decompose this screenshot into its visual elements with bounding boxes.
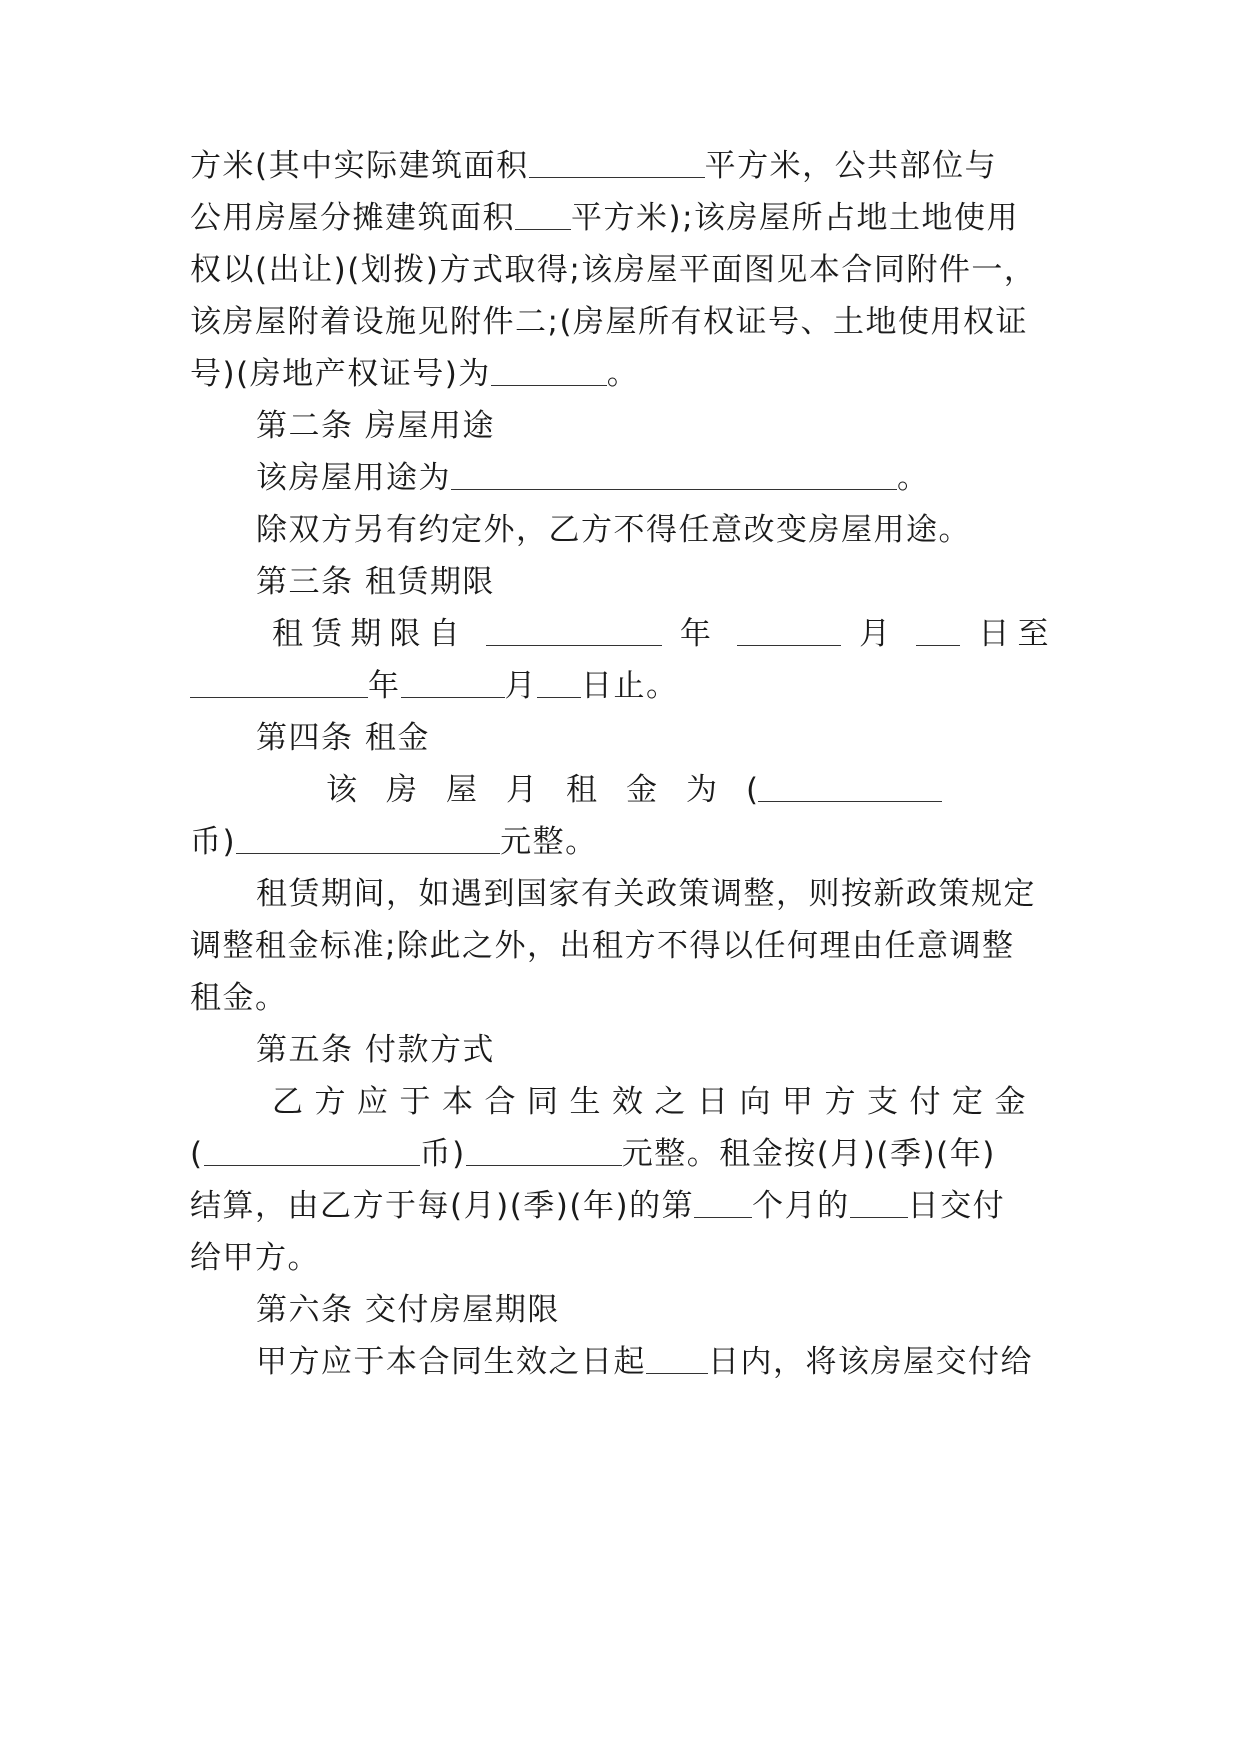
clause-rent-line xyxy=(190,976,1050,1020)
text-segment: 甲方应于本合同生效之日起 xyxy=(256,1344,646,1380)
text-segment: 调整租金标准;除此之外，出租方不得以任何理由任意调整 xyxy=(190,928,1015,964)
text-segment: 月 xyxy=(504,668,537,704)
text-segment: 。 xyxy=(897,460,930,496)
blank-rent-amount xyxy=(236,823,500,854)
heading-text: 第五条 付款方式 xyxy=(256,1032,495,1068)
text-segment: 币) xyxy=(419,1136,466,1172)
clause-term-line xyxy=(190,664,1050,708)
blank-deposit-amount xyxy=(466,1135,622,1166)
article-heading xyxy=(256,1028,1050,1072)
clause-payment-line xyxy=(190,1132,1050,1176)
article-heading xyxy=(256,560,1050,604)
blank-end-month xyxy=(401,667,505,698)
text-segment: 平方米，公共部位与 xyxy=(704,148,998,184)
blank-start-month xyxy=(737,615,841,646)
clause-area-line xyxy=(190,248,1050,292)
article-heading xyxy=(256,716,1050,760)
heading-text: 第三条 租赁期限 xyxy=(256,564,495,600)
clause-rent-line xyxy=(256,872,1050,916)
blank-delivery-days xyxy=(646,1343,708,1374)
blank-payment-month xyxy=(694,1187,752,1218)
text-segment: 日交付 xyxy=(907,1188,1006,1224)
text-segment: 日至 xyxy=(978,616,1050,652)
text-segment: 乙方应于本合同生效之日向甲方支付定金 xyxy=(272,1084,1037,1120)
clause-usage-line xyxy=(256,508,1050,552)
text-segment: 该房屋月租金为( xyxy=(326,772,788,808)
text-segment: 该房屋用途为 xyxy=(256,460,451,496)
clause-payment-line xyxy=(272,1080,1050,1124)
text-segment: 。 xyxy=(606,356,640,392)
heading-text: 第四条 租金 xyxy=(256,720,430,756)
heading-text: 第二条 房屋用途 xyxy=(256,408,495,444)
text-segment: 租金。 xyxy=(190,980,288,1016)
clause-area-line xyxy=(190,144,1050,188)
clause-area-line xyxy=(190,352,1050,396)
blank-shared-area xyxy=(515,199,571,230)
heading-text: 第六条 交付房屋期限 xyxy=(256,1292,560,1328)
text-segment: 租赁期间，如遇到国家有关政策调整，则按新政策规定 xyxy=(256,876,1036,912)
text-segment: 元整。租金按(月)(季)(年) xyxy=(621,1136,996,1172)
blank-end-day xyxy=(537,667,581,698)
text-segment: 元整。 xyxy=(500,824,598,860)
clause-area-line xyxy=(190,196,1050,240)
text-segment: 除双方另有约定外，乙方不得任意改变房屋用途。 xyxy=(256,512,971,548)
blank-end-year xyxy=(190,667,368,698)
blank-deposit-currency xyxy=(204,1135,420,1166)
blank-payment-day xyxy=(850,1187,908,1218)
clause-rent-line xyxy=(190,924,1050,968)
text-segment: 方米(其中实际建筑面积 xyxy=(190,148,529,184)
text-segment: 个月的 xyxy=(752,1188,850,1224)
blank-certificate-number xyxy=(491,355,607,386)
text-segment: 该房屋附着设施见附件二;(房屋所有权证号、土地使用权证 xyxy=(190,304,1029,340)
text-segment: 日内，将该房屋交付给 xyxy=(708,1344,1033,1380)
text-segment: 平方米);该房屋所占地土地使用 xyxy=(571,200,1020,236)
blank-house-usage xyxy=(451,459,897,490)
text-segment: 权以(出让)(划拨)方式取得;该房屋平面图见本合同附件一， xyxy=(190,252,1037,288)
blank-start-day xyxy=(916,615,960,646)
clause-payment-line xyxy=(190,1236,1050,1280)
text-segment: 公用房屋分摊建筑面积 xyxy=(190,200,515,236)
text-segment: 号)(房地产权证号)为 xyxy=(190,356,491,392)
text-segment: 年 xyxy=(679,616,720,652)
clause-rent-line xyxy=(190,820,1050,864)
text-segment: 币) xyxy=(190,824,237,860)
clause-area-line xyxy=(190,300,1050,344)
clause-delivery-line xyxy=(256,1340,1050,1384)
article-heading xyxy=(256,1288,1050,1332)
blank-start-year xyxy=(486,615,662,646)
article-heading xyxy=(256,404,1050,448)
clause-payment-line xyxy=(190,1184,1050,1228)
clause-usage-line xyxy=(256,456,1050,500)
blank-actual-area xyxy=(529,147,705,178)
clause-term-line xyxy=(272,612,1050,656)
text-segment: 给甲方。 xyxy=(190,1240,320,1276)
text-segment: 结算，由乙方于每(月)(季)(年)的第 xyxy=(190,1188,695,1224)
text-segment: ( xyxy=(190,1136,204,1172)
blank-rent-currency xyxy=(758,771,942,802)
text-segment: 日止。 xyxy=(581,668,679,704)
clause-rent-line xyxy=(326,768,1050,812)
text-segment: 年 xyxy=(368,668,401,704)
text-segment: 租赁期限自 xyxy=(272,616,468,652)
text-segment: 月 xyxy=(859,616,899,652)
